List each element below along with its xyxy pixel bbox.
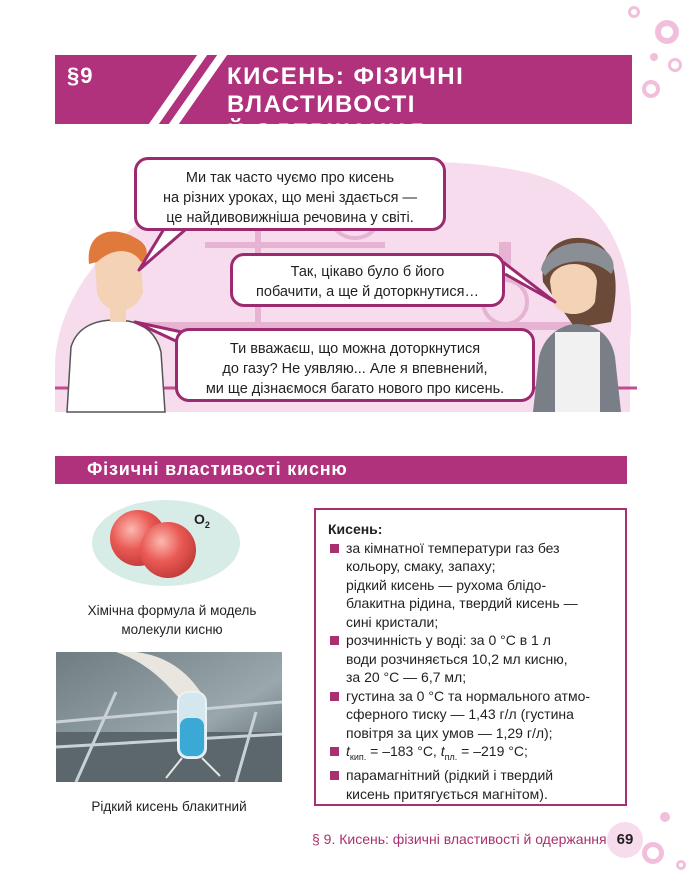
decor-circle xyxy=(668,58,682,72)
section-number: §9 xyxy=(67,63,94,88)
decor-circle xyxy=(660,812,670,822)
list-item-continuation: рідкий кисень — рухома блідо- xyxy=(346,576,547,593)
decor-circle xyxy=(628,6,640,18)
molecule-model xyxy=(92,500,240,586)
decor-circle xyxy=(650,53,658,61)
running-title: § 9. Кисень: фізичні властивості й одержання xyxy=(312,831,607,847)
speech-bubble-boy-1: Ми так часто чуємо про кисень на різних уроках, що мені здається — це найдивовижніша речовина у світі. xyxy=(134,157,446,231)
decor-circle xyxy=(642,842,664,864)
molecule-formula: $O_2$ xyxy=(194,511,210,530)
oxygen-properties-box xyxy=(314,508,627,806)
section-header xyxy=(55,456,627,484)
chapter-header xyxy=(55,55,632,146)
list-item: густина за 0 °C та нормального атмо- сферного тиску — 1,43 г/л (густина повітря за цих умов — 1,29 г/л); xyxy=(328,687,617,743)
list-item-continuation: сині кристали; xyxy=(346,613,439,630)
chapter-title: КИСЕНЬ: ФІЗИЧНІ ВЛАСТИВОСТІ Й ОДЕРЖАННЯ xyxy=(227,63,465,146)
decor-circle xyxy=(655,20,679,44)
list-item: розчинність у воді: за 0 °C в 1 л води розчиняється 10,2 мл кисню, за 20 °C — 6,7 мл; xyxy=(328,631,617,687)
liquid-oxygen-image xyxy=(56,652,282,782)
box-title: Кисень: xyxy=(328,521,383,537)
dialogue-illustration xyxy=(55,152,637,412)
page-number: 69 xyxy=(607,822,643,858)
oxygen-molecule-image xyxy=(92,500,240,586)
speech-bubble-boy-2: Ти вважаєш, що можна доторкнутися до газу? Не уявляю... Але я впевнений, ми ще дізнаємося багато нового про кисень. xyxy=(175,328,535,402)
list-item: за кімнатної температури газ без кольору, смаку, запаху; xyxy=(328,539,617,576)
decor-circle xyxy=(642,80,660,98)
liquid-oxygen-photo xyxy=(56,652,282,782)
speech-bubble-girl: Так, цікаво було б його побачити, а ще й доторкнутися… xyxy=(230,253,505,307)
properties-list xyxy=(328,539,617,804)
list-item: $t_{кип.} = -183$ °C, $t_{пл.} = -219$ °C; xyxy=(328,742,617,766)
section-title: Фізичні властивості кисню xyxy=(87,459,348,479)
molecule-caption: Хімічна формула й модель молекули кисню xyxy=(87,603,257,637)
list-item: парамагнітний (рідкий і твердий кисень притягується магнітом). xyxy=(328,766,617,803)
list-item-continuation: блакитна рідина, твердий кисень — xyxy=(346,595,578,611)
decor-circle xyxy=(676,860,686,870)
photo-caption: Рідкий кисень блакитний xyxy=(91,799,247,814)
